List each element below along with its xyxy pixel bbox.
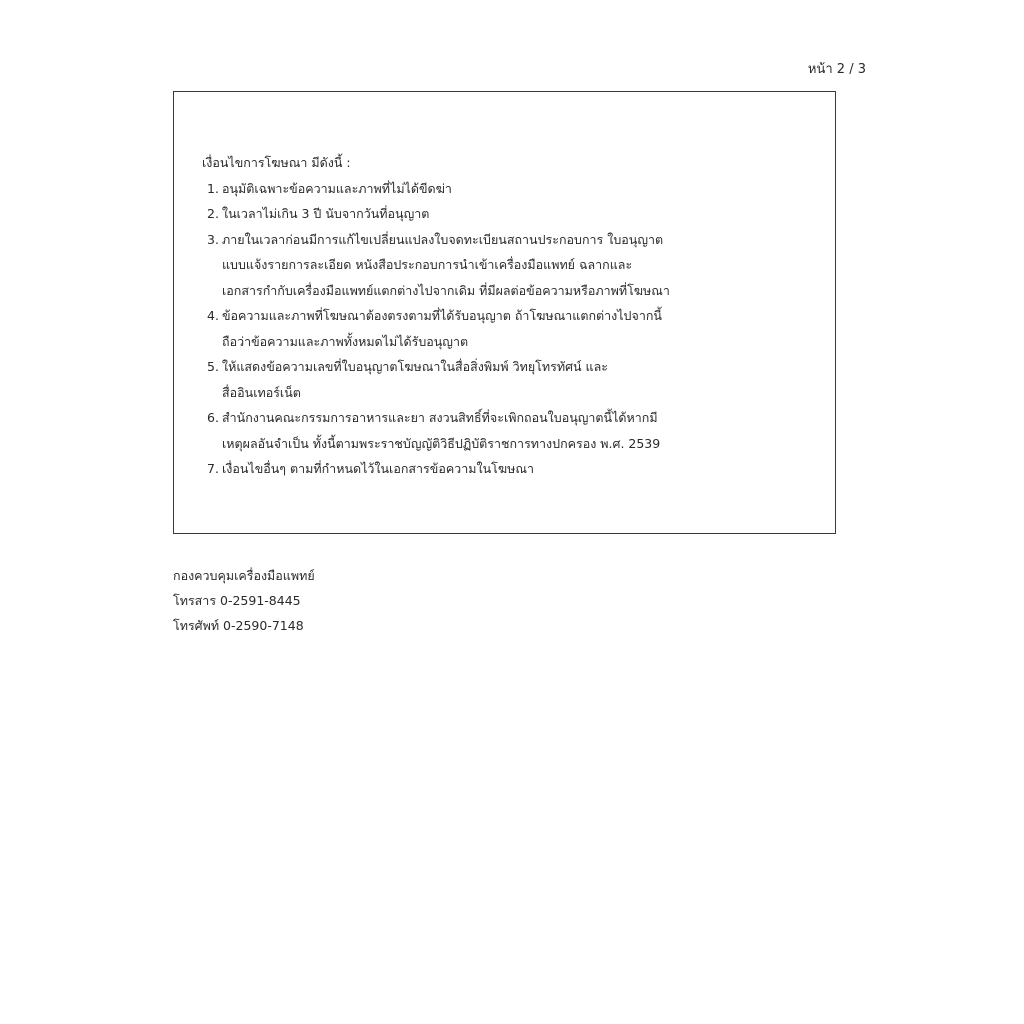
- condition-item-6: [202, 405, 821, 456]
- condition-text: [222, 176, 821, 202]
- condition-number: 5.: [207, 359, 219, 374]
- condition-line: ในเวลาไม่เกิน 3 ปี นับจากวันที่อนุญาต: [222, 206, 430, 221]
- condition-text: [222, 456, 821, 482]
- condition-line: สื่ออินเทอร์เน็ต: [222, 384, 301, 400]
- condition-number: 3.: [207, 231, 219, 247]
- page-number: หน้า 2 / 3: [807, 62, 866, 77]
- condition-text: [222, 201, 821, 227]
- condition-line: แบบแจ้งรายการละเอียด หนังสือประกอบการนำเข้าเครื่องมือแพทย์ ฉลากและ: [222, 257, 633, 272]
- condition-text: [222, 303, 821, 354]
- condition-line: ข้อความและภาพที่โฆษณาต้องตรงตามที่ได้รับอนุญาต ถ้าโฆษณาแตกต่างไปจากนี้: [222, 308, 662, 323]
- condition-item-1: [202, 176, 821, 202]
- condition-number: 2.: [207, 206, 219, 221]
- condition-item-5: [202, 354, 821, 405]
- condition-text: [222, 354, 821, 405]
- footer-contact: [173, 563, 315, 638]
- condition-line: ภายในเวลาก่อนมีการแก้ไขเปลี่ยนแปลงใบจดทะเบียนสถานประกอบการ ใบอนุญาต: [222, 231, 664, 247]
- conditions-box: [173, 91, 836, 534]
- conditions-list: [202, 176, 821, 482]
- condition-item-2: [202, 201, 821, 227]
- condition-text: [222, 405, 821, 456]
- condition-line: เอกสารกำกับเครื่องมือแพทย์แตกต่างไปจากเดิม ที่มีผลต่อข้อความหรือภาพที่โฆษณา: [222, 282, 670, 298]
- division-name: กองควบคุมเครื่องมือแพทย์: [173, 568, 315, 583]
- condition-number: 7.: [207, 461, 219, 476]
- condition-text: [222, 227, 821, 304]
- condition-number: 1.: [207, 180, 219, 196]
- phone-number: โทรศัพท์ 0-2590-7148: [173, 618, 304, 633]
- condition-line: สำนักงานคณะกรรมการอาหารและยา สงวนสิทธิ์ที่จะเพิกถอนใบอนุญาตนี้ได้หากมี: [222, 410, 658, 425]
- conditions-content: [202, 150, 821, 482]
- condition-item-4: [202, 303, 821, 354]
- condition-number: 4.: [207, 308, 219, 323]
- condition-item-3: [202, 227, 821, 304]
- condition-number: 6.: [207, 410, 219, 425]
- condition-item-7: [202, 456, 821, 482]
- condition-line: ถือว่าข้อความและภาพทั้งหมดไม่ได้รับอนุญาต: [222, 333, 469, 349]
- condition-line: เงื่อนไขอื่นๆ ตามที่กำหนดไว้ในเอกสารข้อความในโฆษณา: [222, 461, 534, 476]
- condition-line: เหตุผลอันจำเป็น ทั้งนี้ตามพระราชบัญญัติวิธีปฏิบัติราชการทางปกครอง พ.ศ. 2539: [222, 435, 661, 451]
- condition-line: อนุมัติเฉพาะข้อความและภาพที่ไม่ได้ขีดฆ่า: [222, 180, 452, 196]
- condition-line: ให้แสดงข้อความเลขที่ใบอนุญาตโฆษณาในสื่อสิ่งพิมพ์ วิทยุโทรทัศน์ และ: [222, 359, 608, 374]
- conditions-heading: เงื่อนไขการโฆษณา มีดังนี้ :: [202, 155, 351, 170]
- fax-number: โทรสาร 0-2591-8445: [173, 593, 301, 608]
